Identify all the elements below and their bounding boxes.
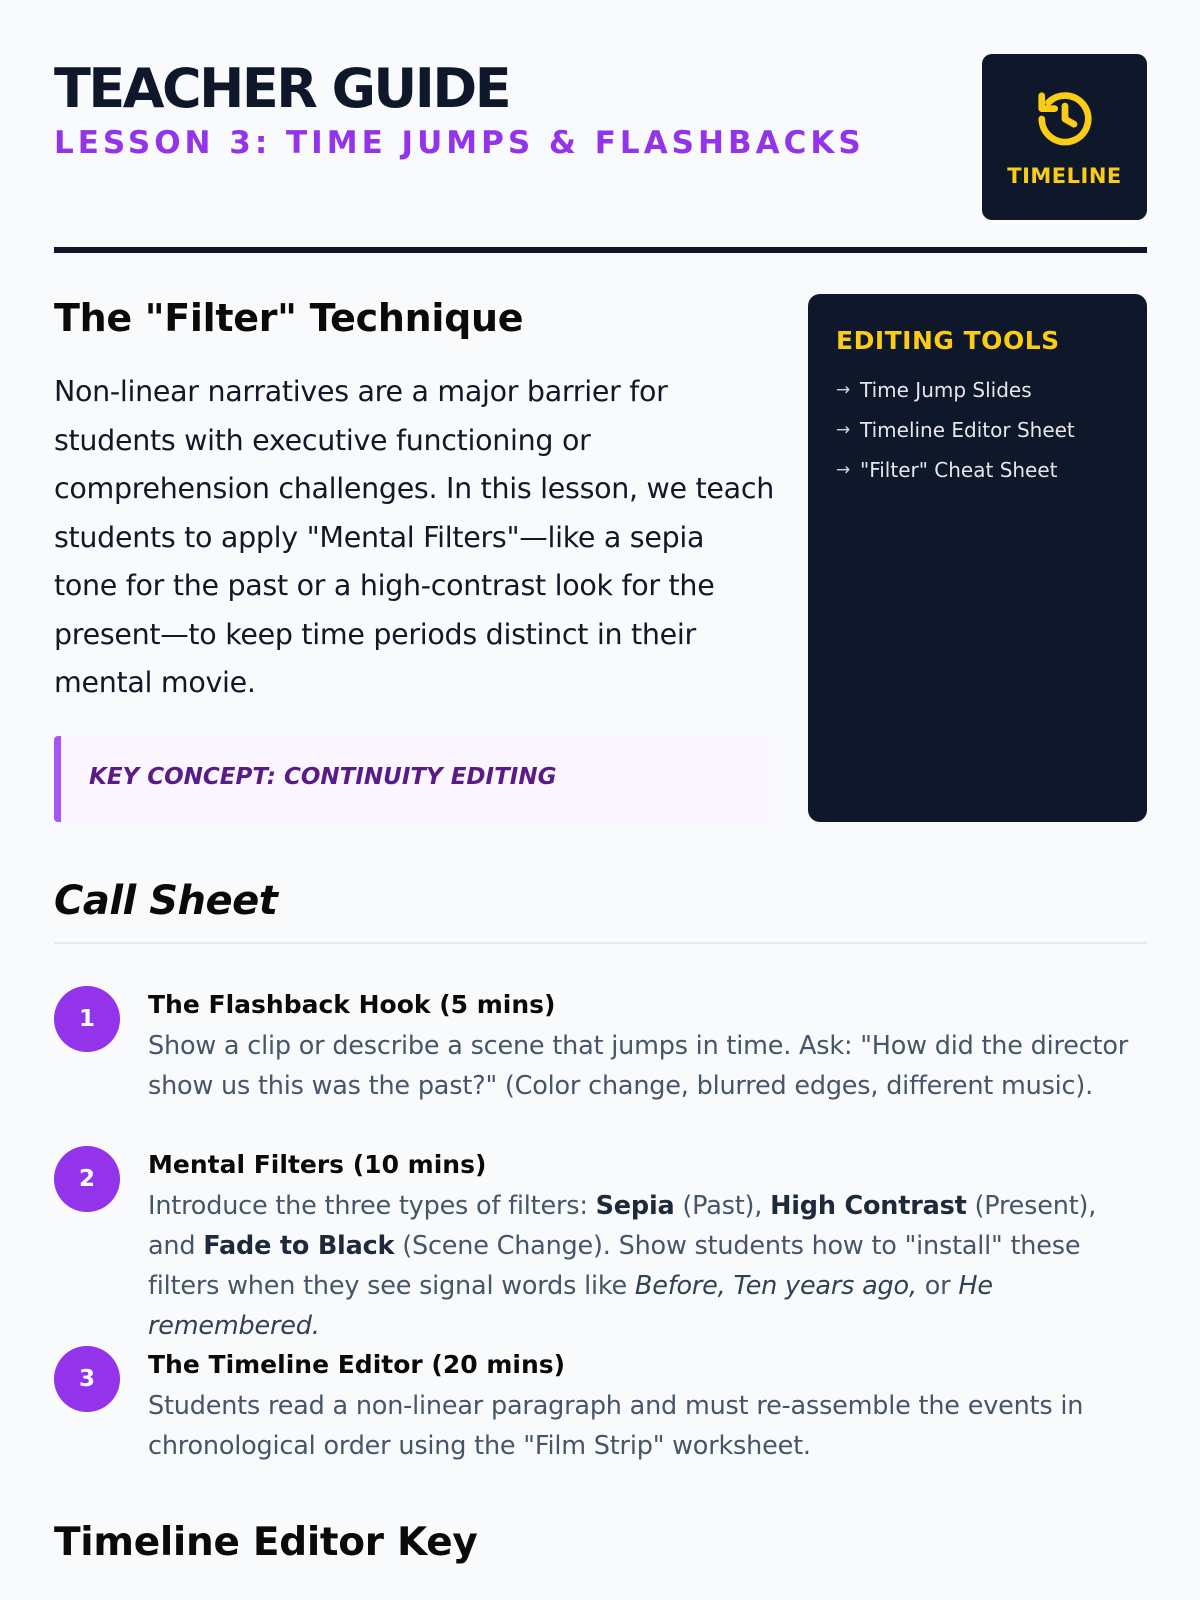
editing-tools-list [836,370,1075,490]
tool-item-filter-cheat-sheet[interactable] [836,450,1075,490]
signal-words: He remembered. [148,1271,993,1341]
step-description: Introduce the three types of filters: Sepia (Past), High Contrast (Present), and Fade to Black (Scene Change). Show students how to "install" these filters when they see signal words like Before, Ten years ago, or He remembered. [148,1191,1097,1341]
call-sheet-divider [54,942,1147,944]
timeline-editor-key-heading: Timeline Editor Key [54,1520,478,1565]
lesson-subtitle: LESSON 3: TIME JUMPS & FLASHBACKS [54,125,865,161]
intro-paragraph: Non-linear narratives are a major barrier for students with executive functioning or comprehension challenges. In this lesson, we teach students to apply "Mental Filters"—like a sepia tone for the past or a high-contrast look for the present—to keep time periods distinct in their mental movie. [54,375,774,699]
timeline-badge [982,54,1147,220]
key-concept-callout [54,736,770,822]
filter-fade-to-black: Fade to Black [203,1231,395,1261]
tool-item-label: Time Jump Slides [860,378,1032,402]
filter-sepia: Sepia [595,1191,675,1221]
arrow-right-icon: → [836,420,851,440]
step-description: Students read a non-linear paragraph and must re-assemble the events in chronological order using the "Film Strip" worksheet. [148,1391,1084,1461]
signal-words: Before, Ten years ago, [634,1271,917,1301]
tool-item-time-jump-slides[interactable] [836,370,1075,410]
editing-tools-panel [808,294,1147,822]
step-number-badge: 2 [54,1146,120,1212]
call-sheet-heading: Call Sheet [54,878,278,924]
header-divider [54,247,1147,253]
arrow-right-icon: → [836,380,851,400]
history-icon [1034,88,1096,150]
step-number-badge: 1 [54,986,120,1052]
badge-label: TIMELINE [1007,164,1122,188]
header [54,54,1147,220]
tool-item-label: "Filter" Cheat Sheet [860,458,1058,482]
step-heading: The Timeline Editor (20 mins) [148,1350,566,1379]
step-number-badge: 3 [54,1346,120,1412]
step-description: Show a clip or describe a scene that jumps in time. Ask: "How did the director show us this was the past?" (Color change, blurred edges, different music). [148,1031,1129,1101]
intro-heading: The "Filter" Technique [54,296,524,340]
page-title: TEACHER GUIDE [54,57,510,120]
filter-high-contrast: High Contrast [770,1191,967,1221]
editing-tools-title: EDITING TOOLS [836,326,1060,355]
step-heading: Mental Filters (10 mins) [148,1150,487,1179]
key-concept-text: KEY CONCEPT: CONTINUITY EDITING [89,764,557,790]
arrow-right-icon: → [836,460,851,480]
tool-item-label: Timeline Editor Sheet [860,418,1075,442]
tool-item-timeline-editor-sheet[interactable] [836,410,1075,450]
step-heading: The Flashback Hook (5 mins) [148,990,556,1019]
